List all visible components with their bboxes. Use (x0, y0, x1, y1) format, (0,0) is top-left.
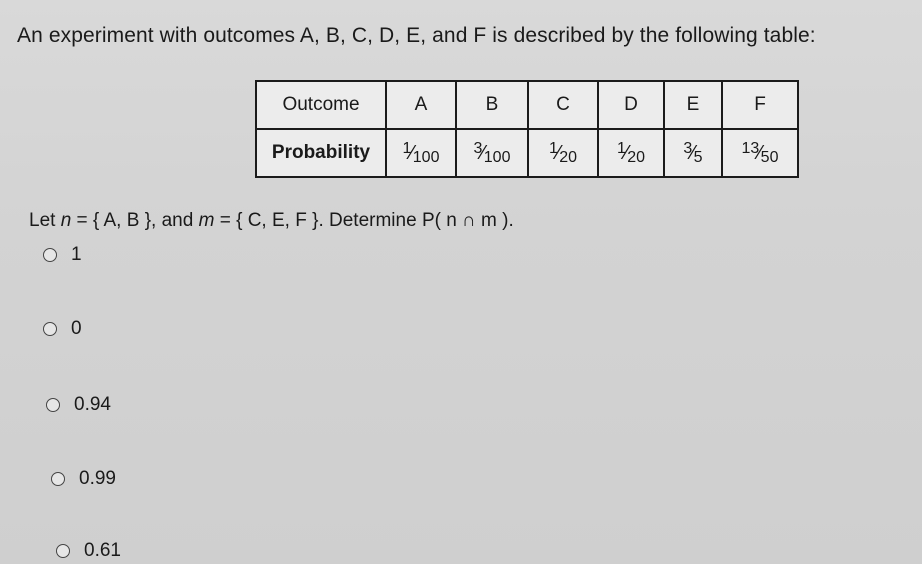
radio-button[interactable] (43, 322, 57, 336)
radio-button[interactable] (43, 248, 57, 262)
answer-option-0.94[interactable] (46, 394, 111, 416)
outcome-header: Outcome (256, 81, 386, 129)
answer-option-0.99[interactable] (51, 468, 116, 490)
outcome-cell: F (722, 81, 798, 129)
fraction: $^3$⁄5 (683, 139, 703, 166)
option-label: 0.99 (79, 468, 116, 489)
fraction: $^3$⁄100 (473, 139, 511, 166)
answer-option-0.61[interactable] (56, 540, 121, 562)
option-label: 0.61 (84, 540, 121, 561)
radio-button[interactable] (46, 398, 60, 412)
probability-header: Probability (256, 129, 386, 177)
radio-button[interactable] (51, 472, 65, 486)
fraction: $^1$⁄100 (402, 139, 440, 166)
probability-cell (664, 129, 722, 177)
probability-row (256, 129, 798, 177)
probability-cell (386, 129, 456, 177)
outcome-cell: E (664, 81, 722, 129)
expression: P( n ∩ m ) (421, 210, 509, 231)
outcome-cell: D (598, 81, 664, 129)
answer-option-1[interactable] (43, 244, 82, 266)
prompt-text: Let n = { A, B }, and m = { C, E, F }. Determine P( n ∩ m ). (29, 210, 514, 231)
option-label: 0.94 (74, 394, 111, 415)
fraction: $^1$⁄20 (616, 139, 646, 166)
radio-button[interactable] (56, 544, 70, 558)
probability-table (255, 80, 799, 178)
outcome-cell: B (456, 81, 528, 129)
outcome-cell: C (528, 81, 598, 129)
fraction: $^1$⁄20 (548, 139, 578, 166)
option-label: 0 (71, 318, 82, 339)
answer-option-0[interactable] (43, 318, 82, 340)
probability-cell (598, 129, 664, 177)
outcome-row (256, 81, 798, 129)
probability-cell (722, 129, 798, 177)
probability-cell (456, 129, 528, 177)
question-text: An experiment with outcomes A, B, C, D, E, and F is described by the following table: (17, 24, 816, 47)
probability-cell (528, 129, 598, 177)
option-label: 1 (71, 244, 82, 265)
fraction: $^{13}$⁄50 (741, 139, 779, 166)
outcome-cell: A (386, 81, 456, 129)
